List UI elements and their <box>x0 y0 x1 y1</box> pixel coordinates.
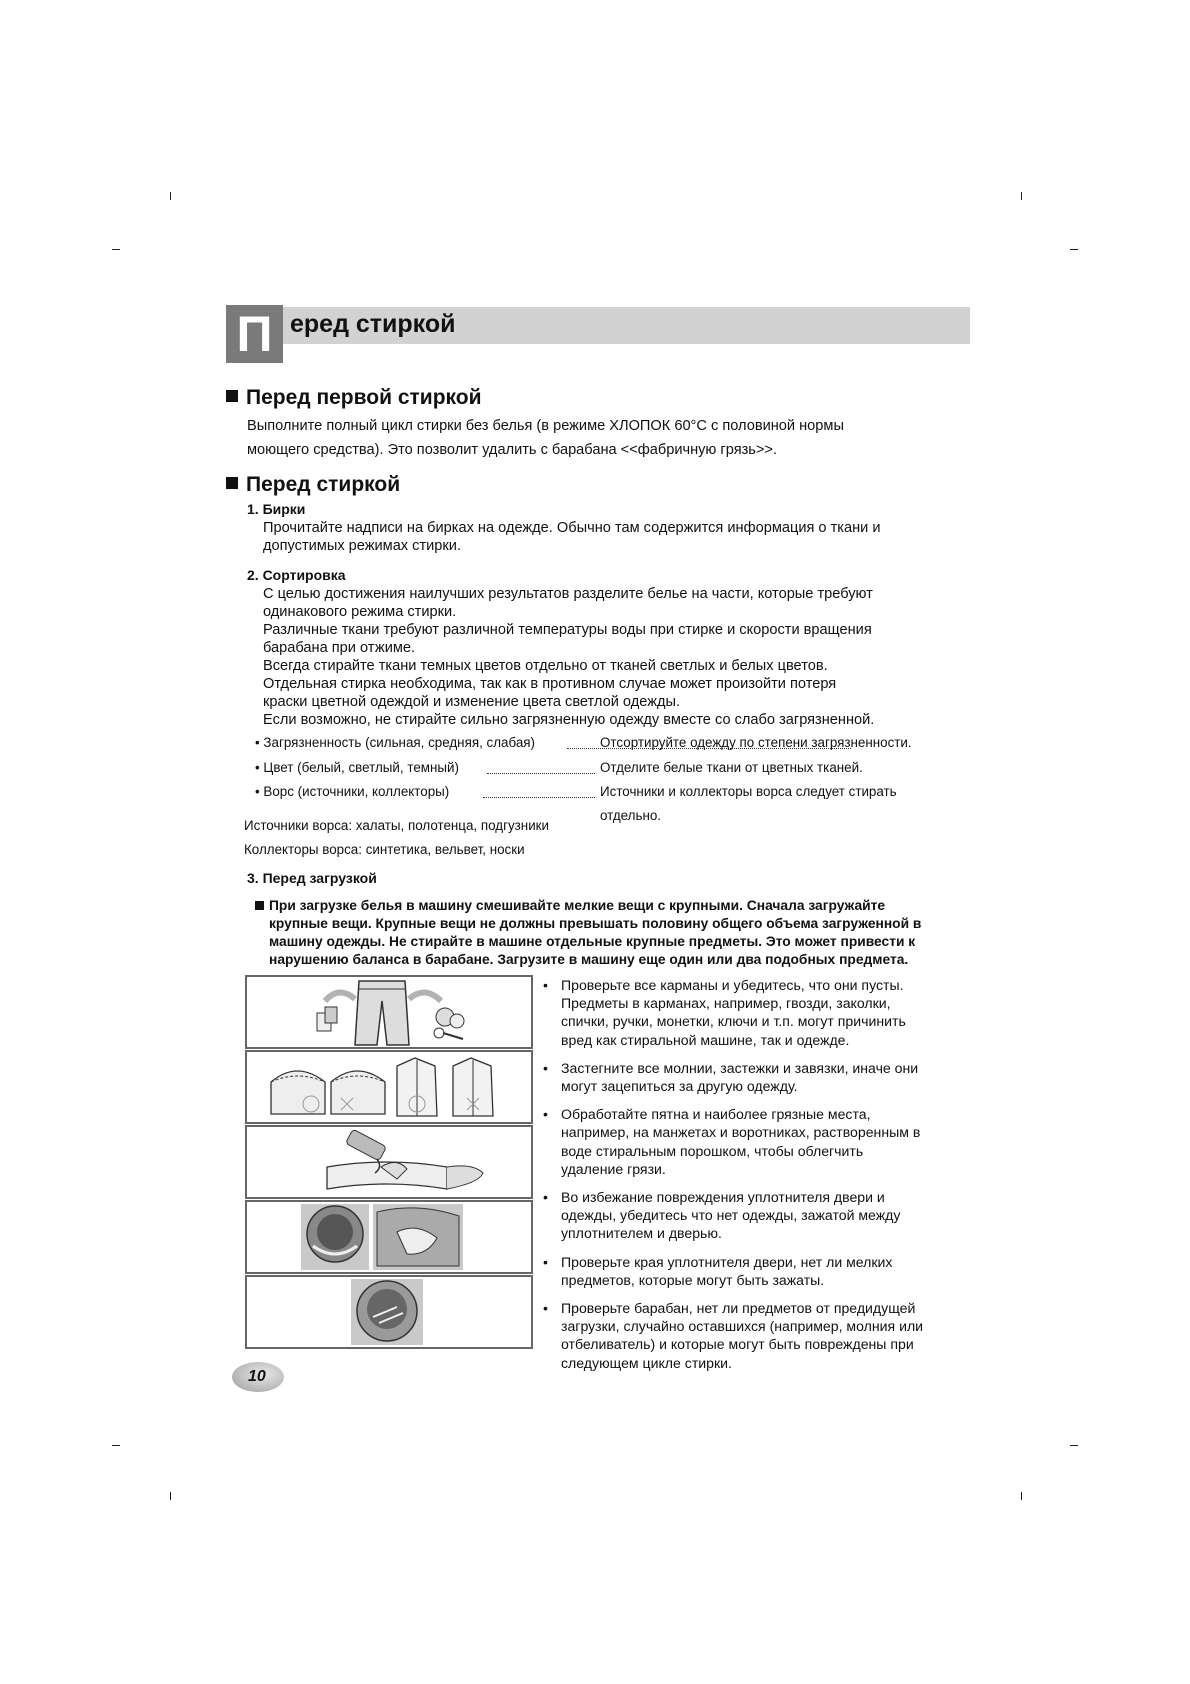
crop-mark <box>170 1492 171 1500</box>
lint-note: Источники ворса: халаты, полотенца, подгузники <box>244 818 550 833</box>
title-initial: П <box>226 305 283 363</box>
section-heading: Перед первой стиркой <box>226 384 482 412</box>
subsection-title: 2. Сортировка <box>247 567 346 583</box>
crop-mark <box>112 1445 120 1446</box>
drum-interior-icon <box>247 1277 531 1347</box>
sorting-row: • Ворс (источники, коллекторы) Источники и коллекторы ворса следует стирать <box>255 784 897 799</box>
paragraph-line: одинакового режима стирки. <box>263 604 457 620</box>
square-bullet-icon <box>226 390 238 402</box>
paragraph-line: допустимых режимах стирки. <box>263 538 461 554</box>
paragraph-line: С целью достижения наилучших результатов разделите белье на части, которые требуют <box>263 586 873 602</box>
paragraph-line: моющего средства). Это позволит удалить с барабана <<фабричную грязь>>. <box>247 442 777 458</box>
sorting-row: • Загрязненность (сильная, средняя, слабая) Отсортируйте одежду по степени загрязненности. <box>255 735 912 750</box>
trousers-icon <box>247 977 531 1047</box>
checklist-item: • Обработайте пятна и наиболее грязные места, например, на манжетах и воротниках, растворенным в воде стиральным порошком, чтобы облегчить удаление грязи. <box>543 1106 921 1177</box>
row-continuation: отдельно. <box>600 808 662 823</box>
fasteners-illustration <box>245 1050 533 1124</box>
square-bullet-icon <box>226 477 238 489</box>
paragraph-line: Всегда стирайте ткани темных цветов отдельно от тканей светлых и белых цветов. <box>263 658 828 674</box>
pockets-illustration <box>245 975 533 1049</box>
subsection-title: 3. Перед загрузкой <box>247 870 377 886</box>
dot-leader <box>487 759 595 774</box>
checklist-item: • Проверьте края уплотнителя двери, нет ли мелких предметов, которые могут быть зажаты. <box>543 1253 893 1288</box>
paragraph-line: Если возможно, не стирайте сильно загрязненную одежду вместе со слабо загрязненной. <box>263 712 875 728</box>
dot-leader <box>483 783 595 798</box>
page-number: 10 <box>248 1368 266 1385</box>
checklist-item: • Проверьте все карманы и убедитесь, что они пусты. Предметы в карманах, например, гвозди, заколки, спички, ручки, монетки, ключи и т.п. могут причинить вред как стиральной машине, так и одежде. <box>543 977 906 1048</box>
zipper-shirt-icon <box>247 1052 531 1122</box>
sorting-row: • Цвет (белый, светлый, темный) Отделите белые ткани от цветных тканей. <box>255 760 863 775</box>
crop-mark <box>1070 249 1078 250</box>
checklist-item: • Во избежание повреждения уплотнителя двери и одежды, убедитесь что нет одежды, зажатой между уплотнителем и дверью. <box>543 1189 901 1242</box>
paragraph-line: краски цветной одеждой и изменение цвета светлой одежды. <box>263 694 681 710</box>
crop-mark <box>1070 1445 1078 1446</box>
paragraph-line: Отдельная стирка необходима, так как в противном случае может произойти потеря <box>263 676 837 692</box>
square-bullet-icon <box>255 901 264 910</box>
drum-check-illustration <box>245 1275 533 1349</box>
page-title: еред стиркой <box>290 310 456 338</box>
washer-drum-icon <box>247 1202 531 1272</box>
crop-mark <box>1021 1492 1022 1500</box>
crop-mark <box>112 249 120 250</box>
paragraph-line: Прочитайте надписи на бирках на одежде. Обычно там содержится информация о ткани и <box>263 520 881 536</box>
crop-mark <box>1021 192 1022 200</box>
preparation-checklist <box>543 976 969 1382</box>
door-seal-illustration <box>245 1200 533 1274</box>
paragraph-line: барабана при отжиме. <box>263 640 416 656</box>
paragraph-line: Выполните полный цикл стирки без белья (в режиме ХЛОПОК 60°С с половиной нормы <box>247 418 844 434</box>
section-heading: Перед стиркой <box>226 471 400 499</box>
stain-treatment-illustration <box>245 1125 533 1199</box>
crop-mark <box>170 192 171 200</box>
detergent-bottle-icon <box>247 1127 531 1197</box>
subsection-title: 1. Бирки <box>247 501 306 517</box>
checklist-item: • Проверьте барабан, нет ли предметов от предидущей загрузки, случайно оставшихся (например, молния или отбеливатель) и которые могут быть повреждены при следующем цикле стирки. <box>543 1300 924 1371</box>
checklist-item: • Застегните все молнии, застежки и завязки, иначе они могут зацепиться за другую одежду. <box>543 1059 919 1095</box>
paragraph-line: Различные ткани требуют различной температуры воды при стирке и скорости вращения <box>263 622 872 638</box>
lint-note: Коллекторы ворса: синтетика, вельвет, носки <box>244 842 525 857</box>
